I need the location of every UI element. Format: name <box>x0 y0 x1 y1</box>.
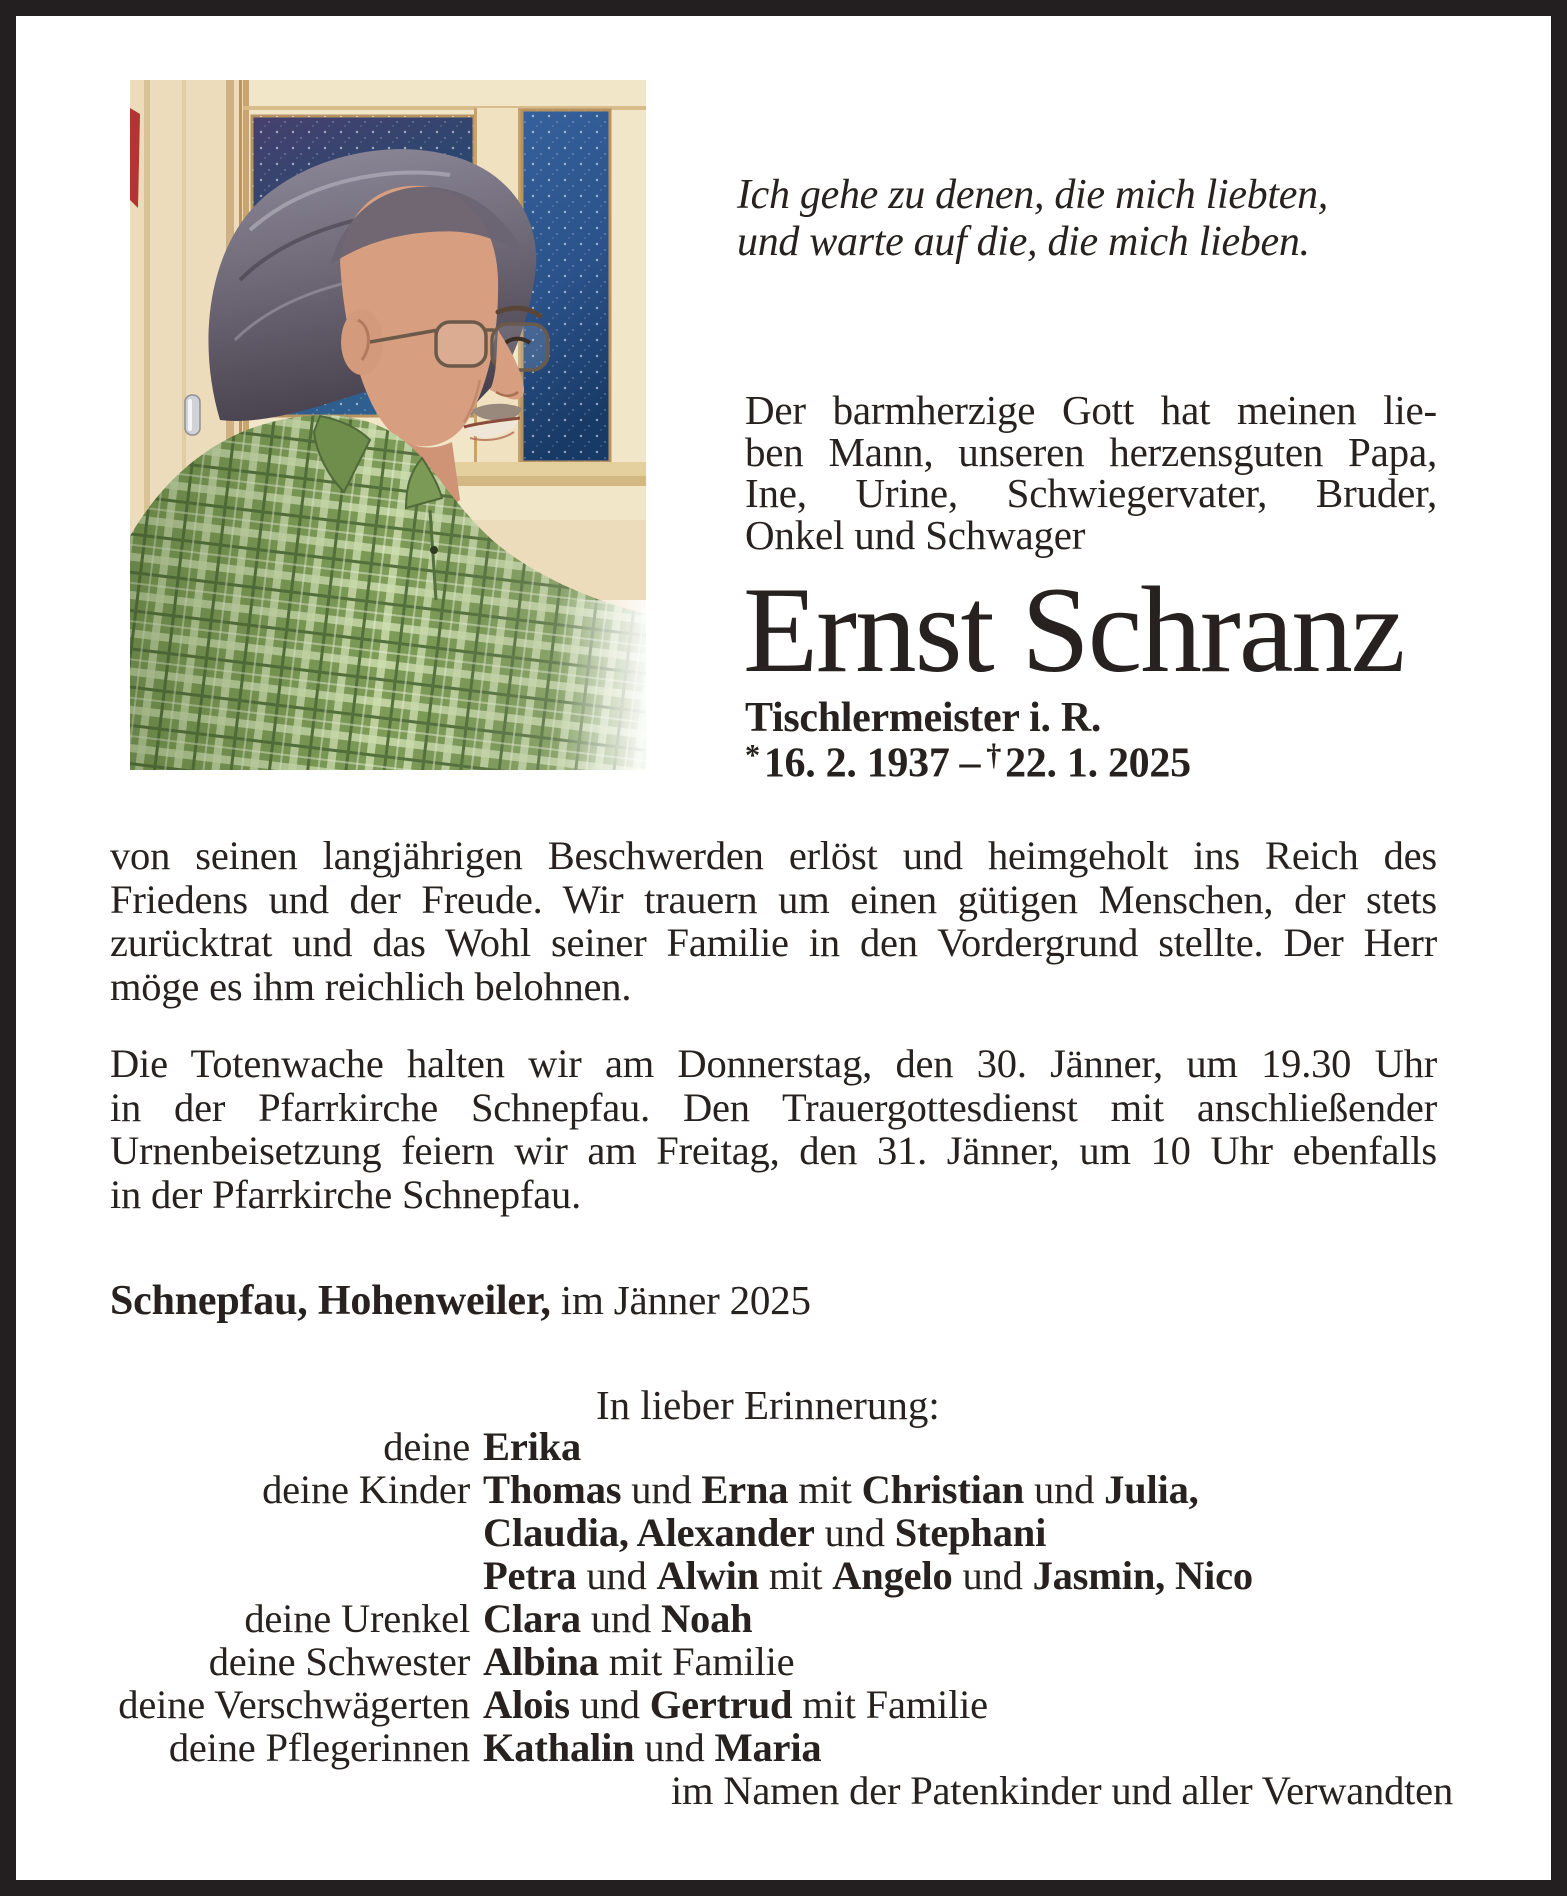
mourner-names <box>483 1769 1453 1812</box>
connector-text: und <box>634 1725 715 1770</box>
mourner-line <box>483 1554 1453 1597</box>
mourner-names <box>483 1683 1453 1726</box>
remembrance-row <box>110 1726 1453 1769</box>
mourner-names <box>483 1597 1453 1640</box>
mourner-name: Julia, <box>1104 1467 1199 1512</box>
mourner-line <box>483 1597 1453 1640</box>
text-line: in der Pfarrkirche Schnepfau. Den Trauergottesdienst mit anschließender <box>110 1084 1437 1130</box>
connector-text: mit Familie <box>598 1639 795 1684</box>
mourner-names <box>483 1425 1453 1468</box>
mourner-names <box>483 1640 1453 1683</box>
text-line: Ich gehe zu denen, die mich liebten, <box>737 172 1328 218</box>
dateline-places: Schnepfau, Hohenweiler, <box>110 1278 551 1324</box>
life-dates <box>745 738 1191 787</box>
mourner-line <box>483 1511 1453 1554</box>
text-line: Onkel und Schwager <box>745 511 1086 558</box>
text-line: Friedens und der Freude. Wir trauern um einen gütigen Menschen, der stets <box>110 876 1437 922</box>
mourner-name: Christian <box>861 1467 1025 1512</box>
mourner-name: Gertrud <box>649 1682 793 1727</box>
remembrance-row <box>110 1597 1453 1640</box>
funeral-details-paragraph <box>110 1042 1437 1216</box>
relation-label: deine <box>383 1424 470 1469</box>
mourner-name: Noah <box>661 1596 753 1641</box>
window-handle <box>185 395 200 435</box>
relation-label: deine Urenkel <box>244 1596 470 1641</box>
birth-star-icon: * <box>745 738 760 772</box>
remembrance-row <box>110 1640 1453 1683</box>
portrait-photo <box>130 80 646 770</box>
mourner-name: Angelo <box>832 1553 953 1598</box>
portrait-photo-art <box>130 80 646 770</box>
text-line: möge es ihm reichlich belohnen. <box>110 963 632 1009</box>
mourner-name: Maria <box>714 1725 822 1770</box>
mourner-names <box>483 1726 1453 1769</box>
mourner-name: Erna <box>701 1467 789 1512</box>
remembrance-heading: In lieber Erinnerung: <box>596 1382 940 1428</box>
connector-text: und <box>952 1553 1033 1598</box>
mourner-name: Erika <box>483 1424 582 1469</box>
mourner-line <box>483 1726 1453 1769</box>
death-date: 22. 1. 2025 <box>1005 740 1191 787</box>
text-line: Der barmherzige Gott hat meinen lie- <box>745 387 1437 433</box>
mourner-names <box>483 1468 1453 1597</box>
mourner-line <box>483 1769 1453 1812</box>
connector-text: und <box>1024 1467 1105 1512</box>
dateline-date: im Jänner 2025 <box>560 1277 811 1323</box>
mourner-line <box>483 1425 1453 1468</box>
text-line: in der Pfarrkirche Schnepfau. <box>110 1171 582 1217</box>
relation-label: deine Verschwägerten <box>118 1682 470 1727</box>
mourner-name: Thomas <box>483 1467 622 1512</box>
shirt-button <box>430 546 438 554</box>
connector-text: mit <box>758 1553 833 1598</box>
connector-text: und <box>569 1682 650 1727</box>
connector-text: mit <box>788 1467 862 1512</box>
relation-label: deine Pflegerinnen <box>168 1725 470 1770</box>
mourner-line <box>483 1468 1453 1511</box>
death-cross-icon: † <box>986 738 1002 772</box>
mourner-line <box>483 1640 1453 1683</box>
memorial-quote <box>737 172 1457 266</box>
mourner-name: Alois <box>483 1682 570 1727</box>
mourner-name: Petra <box>483 1553 577 1598</box>
dateline <box>110 1278 811 1324</box>
text-line: und warte auf die, die mich lieben. <box>737 219 1310 265</box>
mourner-name: Claudia, Alexander <box>483 1510 815 1555</box>
relation-label: deine Schwester <box>208 1639 470 1684</box>
connector-text: und <box>621 1467 702 1512</box>
text-line: Ine, Urine, Schwiegervater, Bruder, <box>745 470 1437 516</box>
connector-text: mit Familie <box>792 1682 988 1727</box>
deceased-name: Ernst Schranz <box>743 561 1404 698</box>
text-line: ben Mann, unseren herzensguten Papa, <box>745 428 1437 475</box>
remembrance-row <box>110 1468 1453 1597</box>
text-line: von seinen langjährigen Beschwerden erlöst und heimgeholt ins Reich des <box>110 833 1437 878</box>
mourner-line <box>483 1683 1453 1726</box>
remembrance-row <box>110 1425 1453 1468</box>
remembrance-row <box>110 1769 1453 1812</box>
date-separator: – <box>959 740 981 787</box>
connector-text: und <box>814 1510 895 1555</box>
text-line: zurücktrat und das Wohl seiner Familie in den Vordergrund stellte. Der Herr <box>110 920 1437 965</box>
deceased-profession: Tischlermeister i. R. <box>745 695 1102 741</box>
remembrance-row <box>110 1683 1453 1726</box>
obituary-paragraph <box>110 834 1437 1008</box>
intro-paragraph <box>745 387 1437 558</box>
connector-text: im Namen der Patenkinder und aller Verwandten <box>671 1768 1453 1813</box>
text-line: Urnenbeisetzung feiern wir am Freitag, den 31. Jänner, um 10 Uhr ebenfalls <box>110 1128 1437 1173</box>
mourner-name: Kathalin <box>483 1725 635 1770</box>
mourner-name: Alwin <box>656 1553 759 1598</box>
mourner-name: Stephani <box>894 1510 1047 1555</box>
mourner-name: Albina <box>483 1639 599 1684</box>
connector-text: und <box>580 1596 661 1641</box>
text-line: Die Totenwache halten wir am Donnerstag, den 30. Jänner, um 19.30 Uhr <box>110 1041 1437 1086</box>
connector-text: und <box>576 1553 657 1598</box>
mourner-name: Clara <box>483 1596 581 1641</box>
birth-date: 16. 2. 1937 <box>763 740 950 787</box>
mourner-name: Jasmin, Nico <box>1032 1553 1253 1598</box>
remembrance-list <box>110 1425 1453 1812</box>
relation-label: deine Kinder <box>262 1467 470 1512</box>
